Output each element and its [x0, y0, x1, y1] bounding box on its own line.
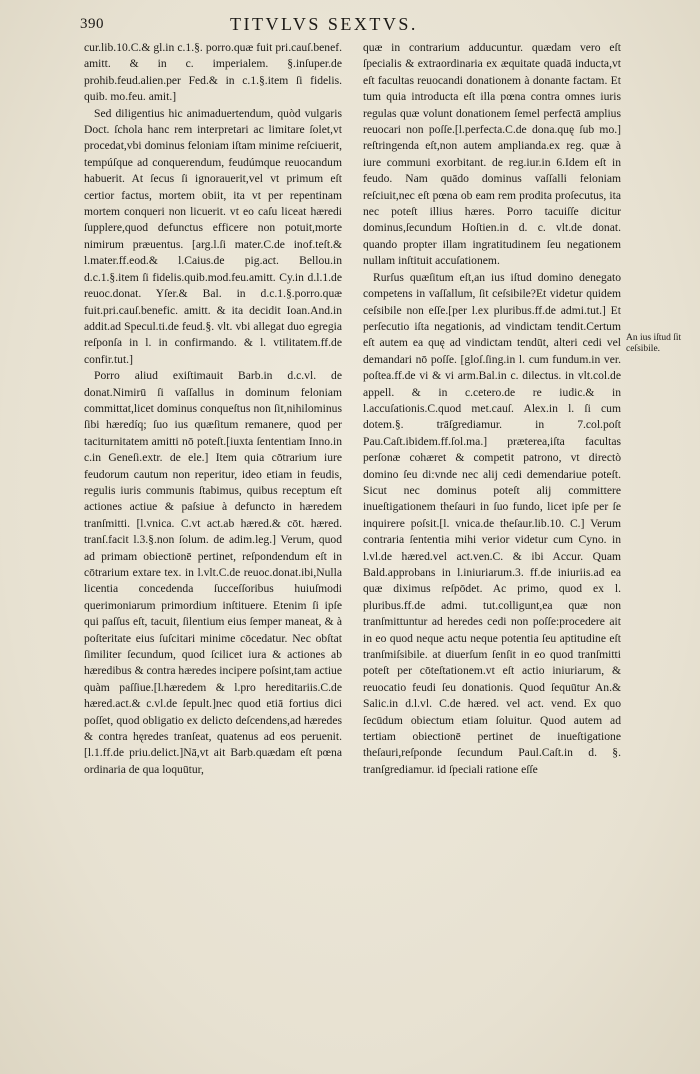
paragraph: Sed diligentius hic animaduertendum, quòd vulgaris Doct. ſchola hanc rem interpretari ac limitare ſolet,vt procedat,vbi dominus feloniam iſtam minime reſciuerit, tempúſque ad conquerendum, feudúmque reuocandum habuerit. At ſecus ſi ignorauerit,vel vt primum eſt certior factus, mortem obiit, ita vt per repentinam mortem conqueri non licuerit. vt eo caſu liceat hæredi ſupplere,quod defunctus efficere non potuit,morte nimirum præuentus. [arg.l.ſi mater.C.de inof.teſt.& l.mater.ff.eod.& l.Caius.de pig.act. Bellou.in d.c.1.§.item ſi fidelis.quib.mod.feu.amitt. Cy.in d.l.1.de reuoc.donat. Yſer.& Bal. in d.c.1.§.porro.quæ fuit.pri.cauſ.benefic. amitt. & ita decidit Ioan.And.in addit.ad Specul.ti.de feud.§. vlt. vbi allegat duo egregia reſponſa in l. in confirmando. & l. vtilitatem.ff.de confir.tut.] — [84, 106, 342, 366]
paragraph: quæ in contrarium adducuntur. quædam vero eſt ſpecialis & extraordinaria ex æquitate quadā inducta,vt eſt facultas reuocandi donationem à donante factam. Et tum quia introducta eſt illa pœna contra omnes iuris regulas quæ volunt donationem ſemel perfectā amplius reuocari non poſſe.[l.perfecta.C.de dona.quę ſub mo.] reſtringenda eſt,non autem amplianda.ex reg. quæ à iure communi exorbitant. de reg.iur.in 6.Idem eſt in feudo. Nam quādo dominus vaſſalli feloniam reſciuit,nec eſt pœna ob eam rem prodita proſecutus, ita nec poteſt illius hæres. Porro tacuiſſe dicitur dominus,ſecundum Hoſtien.in d. c. vlt.de donat. quando propter illam ingratitudinem ſeu negationem nullam inſtituit accuſationem. — [363, 41, 621, 268]
margin-note: An ius iſtud ſit ceſsibile. — [626, 333, 682, 354]
right-column — [363, 40, 621, 778]
paragraph: cur.lib.10.C.& gl.in c.1.§. porro.quæ fuit pri.cauſ.benef. amitt. & in c. imperialem. §.inſuper.de prohib.feud.alien.per Fed.& in c.1.§.item ſi fidelis. quib. mo.feu. amit.] — [84, 41, 342, 104]
page-header — [80, 14, 640, 38]
left-column — [84, 40, 342, 778]
page-number: 390 — [80, 16, 104, 32]
paragraph: Porro aliud exiſtimauit Barb.in d.c.vl. de donat.Nimirū ſi vaſſallus in dominum feloniam committat,licet dominus conqueſtus non ſit,nihilominus ſibi hæredíq; ſuo ius quæſitum remanere, quod per taciturnitatem amitti nō poteſt.[iuxta ſententiam Inno.in c.in Geneſi.extr. de ele.] Item quia cōtrarium iure feudorum cautum non reperitur, ideo etiam in feudis, regulis iuris communis ſtabimus, quibus receptum eſt actiones actiue & paſsiue à defuncto in hæredem tranſmitti. [l.vnica. C.vt act.ab hæred.& cōt. hæred. tranſ.facit l.3.§.non ſolum. de adim.leg.] Verum, quod ad primam obiectionē pertinet, reſpondendum eſt in cōtrarium extare tex. in l.vlt.C.de reuoc.donat.ibi,Nulla licentia concedenda ſucceſſoribus huiuſmodi querimoniarum primordium inſtituere. Etenim ſi ipſe qui paſſus eſt, tacuit, ſilentium eius ſemper maneat, & à poſteritate eius ſuſcitari minime cōcedatur. Nec obſtat ſimiliter ſecundum, quod ſcilicet iura & actiones ab hæredibus & contra hæredes incipere poſsint,tam actiue quàm paſſiue.[l.hæredem & l.pro hereditariis.C.de hæred.act.& c.vl.de ſepult.]nec quod etiā fortius dici poſſet, quod obligatio ex delicto deſcendens,ad hæredes & contra hęredes tranſeat, quatenus ad eos peruenit. [l.1.ff.de priu.delict.]Nā,vt ait Barb.quædam eſt pœna ordinaria de qua loquūtur, — [84, 369, 342, 776]
running-title: TITVLVS SEXTVS. — [230, 14, 418, 34]
paragraph: Rurſus quæſitum eſt,an ius iſtud domino denegato competens in vaſſallum, ſit ceſsibile?Et videtur quidem ceſsibile non eſſe.[per l.ex pluribus.ff.de admi.tut.] Et perſecutio iſta negationis, ad vindictam tendit.Certum eſt autem ea quę ad vindictam tendūt, alteri cedi vel demandari nō poſſe. [gloſ.ſing.in l. cum fundum.in ver. poſtea.ff.de vi & vi arm.Bal.in c. dilectus. in vlt.col.de appell. & in c.cetero.de re iudic.& in l.accuſationis.C.quod met.cauſ. Alex.in l. ſi cum dotem.§. trāſgrediamur. in 7.col.poſt Pau.Caſt.ibidem.ff.ſol.ma.] præterea,iſta facultas perſonæ cohæret & competit patrono, vt directò domino ſeu di:vnde nec alij cedi demendariue poteſt. Sicut nec dominus poteſt alij committere inueſtigationem theſauri in ſuo fundo, licet ipſe per ſe inquirere poſsit.[l. vnica.de theſaur.lib.10. C.] Verum contraria ſententia mihi verior videtur cum Cyno. in l.vl.de hæred.vel act.ven.C. & ibi Accur. Quam Bald.approbans in l.iniuriarum.3. ff.de iniuriis.ad ea quæ diximus reſpōdet. Ac primo, quod ex l. pluribus.ff.de admi. tut.colligunt,ea quæ non tranſmittuntur ad heredes cedi non poſſe:procedere ait in eo quod neque actu neque potentia ſeu aptitudine eſt tranſmiſsibile. at diuerſum ſenſit in eo quod tranſmitti poteſt per cōteſtationem.vt eſt actio iniuriarum, & reuocatio feudi ſeu donationis. Quod ſequūtur An.& Salic.in d.l.vl. C.de hæred. vel act. vend. Ex quo ſecūdum obiectum etiam ſoluitur. Quod autem ad tertiam obiectionē pertinet de inueſtigatione theſauri,reſponde ſecundum Paul.Caſt.in d. §. tranſgrediamur. id ſpeciali ratione eſſe — [363, 270, 621, 776]
